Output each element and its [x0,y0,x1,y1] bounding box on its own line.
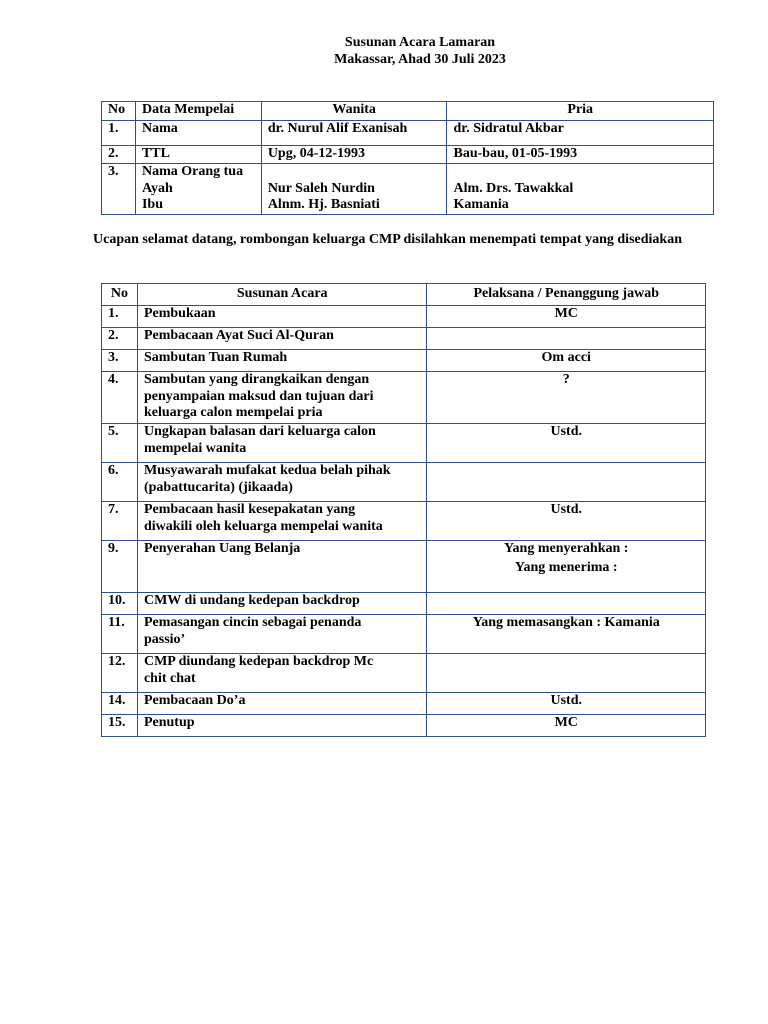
row-no: 10. [102,593,138,615]
table-row [102,350,706,372]
table-row [102,424,706,463]
row-acara: Penyerahan Uang Belanja [137,541,427,593]
document-title: Susunan Acara Lamaran [344,35,496,50]
row-acara [137,463,427,502]
row-no: 11. [102,615,138,654]
header-pria: Pria [447,102,714,121]
row-pelaksana: Ustd. [427,693,706,715]
table-row [102,146,714,164]
row-acara [137,424,427,463]
row-wanita: dr. Nurul Alif Exanisah [261,121,447,146]
row-label: TTL [135,146,261,164]
row-no: 2. [102,146,136,164]
table-header-row [102,284,706,306]
row-pelaksana: MC [427,306,706,328]
table-row [102,463,706,502]
label-line: Ayah [141,180,173,196]
acara-line: passio’ [143,631,186,647]
row-acara [137,502,427,541]
row-acara: CMW di undang kedepan backdrop [137,593,427,615]
bride-groom-data-table [101,101,714,215]
header-wanita: Wanita [261,102,447,121]
row-pelaksana [427,654,706,693]
row-no: 3. [102,350,138,372]
row-no: 7. [102,502,138,541]
row-wanita [261,164,447,215]
document-subtitle: Makassar, Ahad 30 Juli 2023 [334,52,506,67]
row-no: 9. [102,541,138,593]
row-pelaksana: Yang memasangkan : Kamania [427,615,706,654]
table-row [102,121,714,146]
table-row [102,164,714,215]
row-acara: Sambutan Tuan Rumah [137,350,427,372]
row-acara [137,615,427,654]
row-pria: dr. Sidratul Akbar [447,121,714,146]
row-acara [137,372,427,424]
row-no: 5. [102,424,138,463]
row-no: 2. [102,328,138,350]
row-no: 1. [102,306,138,328]
row-no: 14. [102,693,138,715]
header-susunan-acara: Susunan Acara [137,284,427,306]
row-pelaksana: Om acci [427,350,706,372]
label-line: Ibu [141,197,163,212]
intro-paragraph: Ucapan selamat datang, rombongan keluarga CMP disilahkan menempati tempat yang disediakan [93,232,682,247]
table-header-row [102,102,714,121]
row-acara [137,654,427,693]
pelaksana-line: Yang menerima : [514,559,618,575]
row-acara: Pembukaan [137,306,427,328]
header-no: No [102,102,136,121]
row-label: Nama [135,121,261,146]
pelaksana-line: Yang menyerahkan : [504,541,629,556]
table-row [102,502,706,541]
acara-line: Ungkapan balasan dari keluarga calon [143,424,376,439]
acara-line: Musyawarah mufakat kedua belah pihak [143,463,391,478]
acara-line: diwakili oleh keluarga mempelai wanita [143,518,383,534]
row-no: 1. [102,121,136,146]
row-no: 6. [102,463,138,502]
acara-line: Pembacaan hasil kesepakatan yang [143,502,356,517]
table-row [102,306,706,328]
table-row [102,328,706,350]
acara-line: Sambutan yang dirangkaikan dengan [143,372,370,387]
wanita-line: Alnm. Hj. Basniati [267,197,380,212]
row-pelaksana: MC [427,715,706,737]
table-row [102,715,706,737]
row-pelaksana [427,328,706,350]
acara-line: chit chat [143,670,196,686]
acara-line: Pemasangan cincin sebagai penanda [143,615,362,630]
wanita-line: Nur Saleh Nurdin [267,180,375,196]
acara-line: penyampaian maksud dan tujuan dari [143,388,374,404]
pria-line: Alm. Drs. Tawakkal [453,180,574,196]
table-row [102,615,706,654]
row-pelaksana: Ustd. [427,424,706,463]
header-data-mempelai: Data Mempelai [135,102,261,121]
row-pelaksana [427,593,706,615]
row-acara: Pembacaan Ayat Suci Al-Quran [137,328,427,350]
row-no: 4. [102,372,138,424]
acara-line: (pabattucarita) (jikaada) [143,479,293,495]
event-schedule-table [101,283,706,737]
row-pria [447,164,714,215]
row-pelaksana [427,463,706,502]
table-row [102,593,706,615]
table-row [102,693,706,715]
row-acara: Penutup [137,715,427,737]
row-pria: Bau-bau, 01-05-1993 [447,146,714,164]
row-pelaksana: Ustd. [427,502,706,541]
table-row [102,372,706,424]
acara-line: mempelai wanita [143,440,247,456]
table-row [102,654,706,693]
acara-line: CMP diundang kedepan backdrop Mc [143,654,374,669]
row-no: 3. [102,164,136,215]
row-no: 12. [102,654,138,693]
row-pelaksana: ? [427,372,706,424]
row-wanita: Upg, 04-12-1993 [261,146,447,164]
row-acara: Pembacaan Do’a [137,693,427,715]
row-label [135,164,261,215]
label-line: Nama Orang tua [141,164,244,179]
table-row [102,541,706,593]
header-no: No [102,284,138,306]
pria-line: Kamania [453,197,509,212]
acara-line: keluarga calon mempelai pria [143,405,323,420]
row-pelaksana [427,541,706,593]
header-pelaksana: Pelaksana / Penanggung jawab [427,284,706,306]
row-no: 15. [102,715,138,737]
